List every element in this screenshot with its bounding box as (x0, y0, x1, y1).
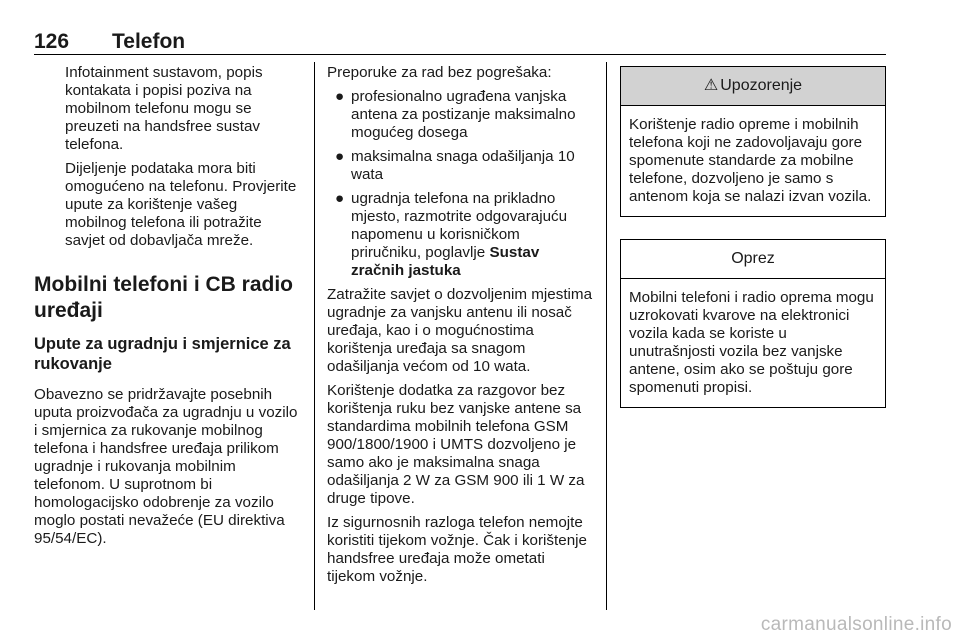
installation-instructions-text: Obavezno se pridržavajte posebnih uputa proizvođača za ugradnju u vozilo i smjernica za rukovanje mobilnog telefona i handsfree uređaja prilikom ugradnje i rukovanja mobilnim telefonom. U suprotnom bi homologacijsko odobrenje za vozilo moglo postati nevažeće (EU direktiva 95/54/EC). (34, 386, 298, 547)
left-column (34, 64, 300, 554)
intro-continuation: Infotainment sustavom, popis kontakata i popisi poziva na mobilnom telefonu mogu se preuzeti na handsfree sustav telefona. (65, 64, 263, 153)
warning-icon: ⚠ (703, 77, 719, 94)
list-item (327, 148, 593, 184)
warning-text: Korištenje radio opreme i mobilnih telefona koji ne zadovoljavaju gore spomenute standarde za mobilne telefone, dozvoljeno je samo s antenom koja se nalazi izvan vozila. (629, 116, 872, 205)
chapter-title: Telefon (112, 30, 186, 53)
permission-paragraph: Zatražite savjet o dozvoljenim mjestima ugradnje za vanjsku antenu ili nosač uređaja, kao i o mogućnostima korištenja uređaja sa snagom odašiljanja većom od 10 wata. (327, 286, 593, 375)
handsfree-accessory-paragraph: Korištenje dodatka za razgovor bez korištenja ruku bez vanjske antene sa standardima mobilnih telefona GSM 900/1800/1900 i UMTS dozvoljeno je samo ako je maksimalna snaga odašiljanja 2 W za GSM 900 ili 1 W za druge tipove. (327, 382, 585, 507)
list-item-text: profesionalno ugrađena vanjska antena za postizanje maksimalno mogućeg dosega (351, 88, 576, 141)
page-header (34, 30, 886, 55)
airbag-chapter-reference: Sustav zračnih jastuka (351, 244, 540, 279)
list-item (327, 88, 593, 142)
column-divider (314, 62, 315, 610)
list-item (327, 190, 593, 280)
warning-box-header (621, 67, 885, 106)
caution-box (620, 239, 886, 408)
middle-column (327, 64, 593, 592)
caution-text: Mobilni telefoni i radio oprema mogu uzrokovati kvarove na elektronici vozila kada se koriste u unutrašnjosti vozila bez vanjske antene, osim ako se poštuju gore spomenuti propisi. (629, 289, 874, 396)
warning-title: Upozorenje (720, 77, 803, 94)
page-number: 126 (34, 30, 70, 53)
subsection-title: Upute za ugradnju i smjernice za rukovanje (34, 335, 291, 373)
column-divider (606, 62, 607, 610)
list-item-text: maksimalna snaga odašiljanja 10 wata (351, 148, 575, 183)
caution-title: Oprez (621, 240, 885, 279)
recommendations-list (327, 88, 593, 280)
section-title: Mobilni telefoni i CB radio uređaji (34, 273, 293, 322)
warning-box (620, 66, 886, 217)
safety-paragraph: Iz sigurnosnih razloga telefon nemojte koristiti tijekom vožnje. Čak i korištenje handsfree uređaja može ometati tijekom vožnje. (327, 514, 587, 585)
watermark: carmanualsonline.info (760, 614, 952, 635)
recommendations-intro: Preporuke za rad bez pogrešaka: (327, 64, 552, 81)
bullet-icon: ● (335, 148, 345, 165)
data-sharing-note: Dijeljenje podataka mora biti omogućeno na telefonu. Provjerite upute za korištenje vašeg mobilnog telefona ili potražite savjet od dobavljača mreže. (65, 160, 297, 249)
bullet-icon: ● (335, 190, 345, 207)
list-item-text: ugradnja telefona na prikladno mjesto, razmotrite odgovarajuću napomenu u korisničkom priručniku, poglavlje (351, 190, 568, 261)
bullet-icon: ● (335, 88, 345, 105)
